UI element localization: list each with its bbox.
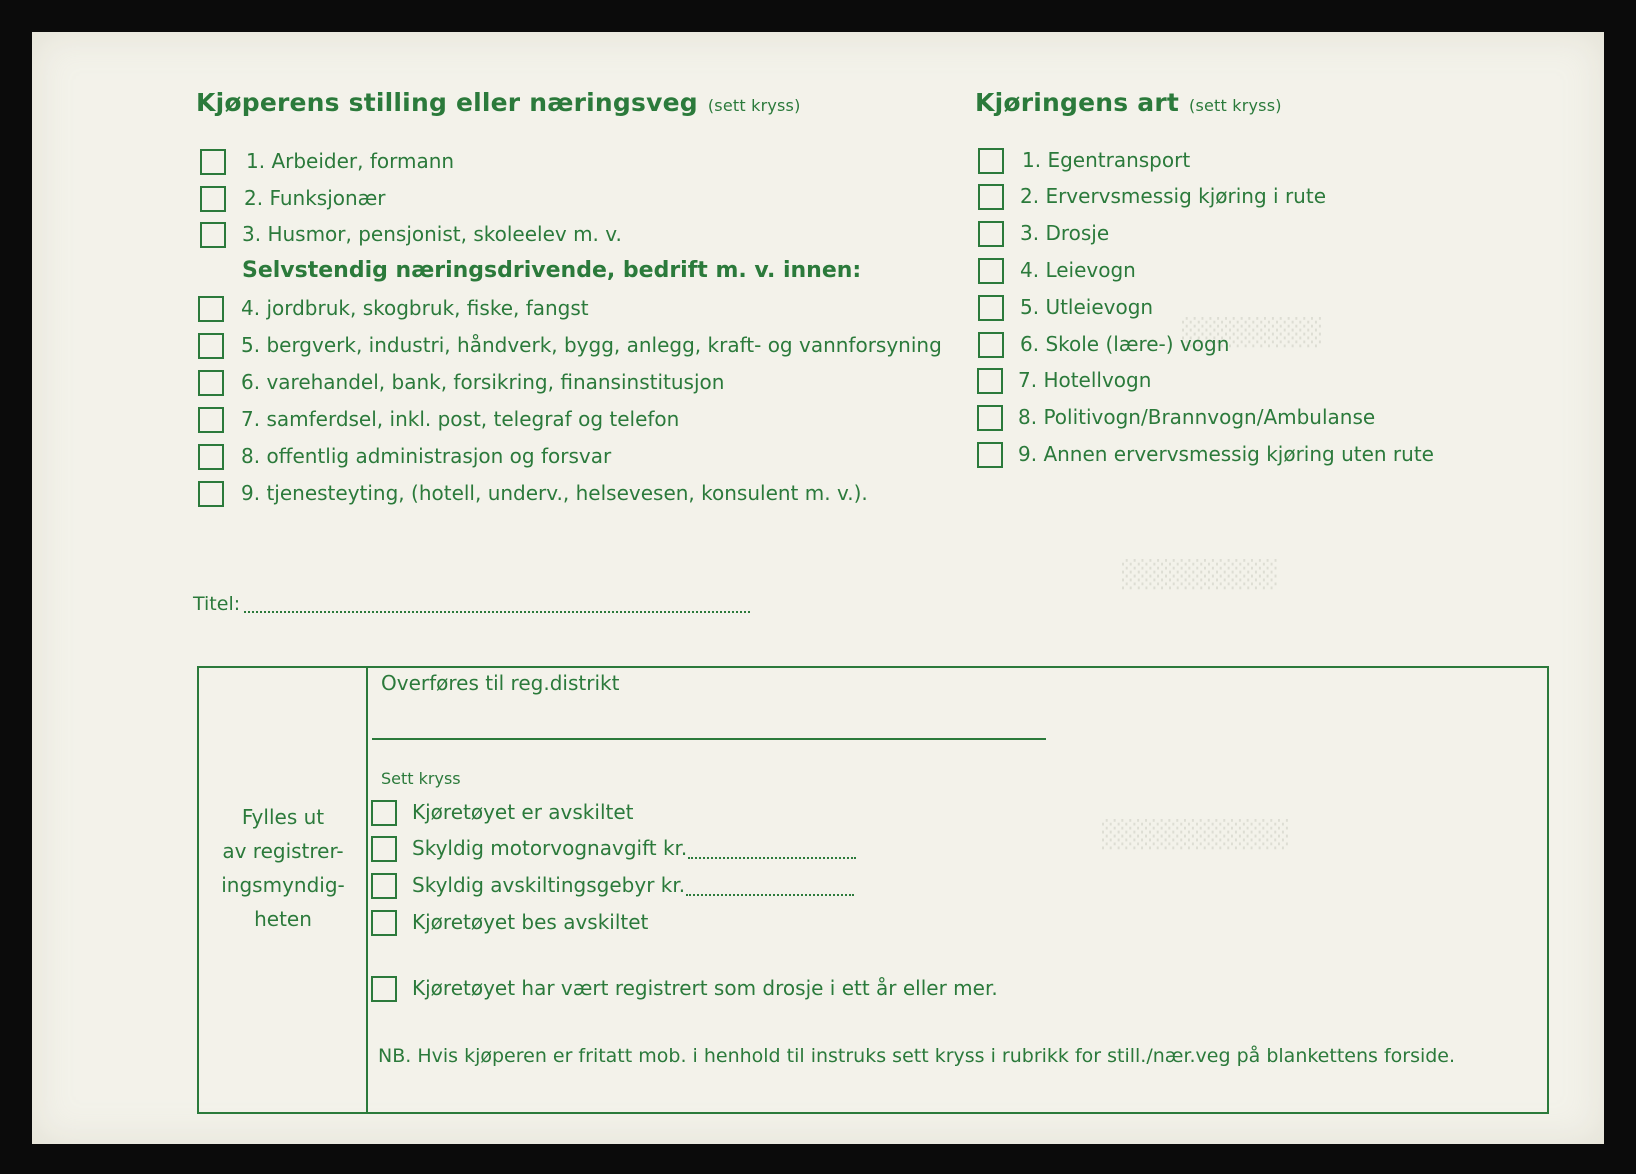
titel-label: Titel:: [193, 593, 241, 615]
side-label-line: heten: [254, 907, 312, 931]
motor-fee-amount-line[interactable]: [688, 857, 856, 859]
heading-note: (sett kryss): [707, 96, 801, 115]
titel-input-line[interactable]: [244, 611, 750, 613]
bleed-through-mark: ░░░░░░░░░░░░: [1100, 820, 1288, 850]
driving-option-5: 5. Utleievogn: [1020, 295, 1154, 319]
occupation-option-3: 3. Husmor, pensjonist, skoleelev m. v.: [242, 222, 622, 246]
driving-option-6: 6. Skole (lære-) vogn: [1020, 332, 1230, 356]
driving-checkbox-4[interactable]: [978, 258, 1004, 284]
driving-checkbox-8[interactable]: [977, 405, 1003, 431]
drosje-checkbox[interactable]: [371, 976, 397, 1002]
occupation-option-4: 4. jordbruk, skogbruk, fiske, fangst: [241, 296, 589, 320]
buyer-occupation-heading: [196, 88, 801, 117]
occupation-option-8: 8. offentlig administrasjon og forsvar: [241, 444, 612, 468]
occupation-checkbox-4[interactable]: [198, 296, 224, 322]
registry-checkbox-1[interactable]: [371, 800, 397, 826]
occupation-checkbox-1[interactable]: [200, 149, 226, 175]
drosje-check-label: Kjøretøyet har vært registrert som drosje i ett år eller mer.: [412, 976, 998, 1000]
registry-check-label-3: Skyldig avskiltingsgebyr kr.: [412, 873, 686, 897]
registry-check-label-1: Kjøretøyet er avskiltet: [412, 800, 634, 824]
occupation-option-1: 1. Arbeider, formann: [246, 149, 455, 173]
occupation-checkbox-6[interactable]: [198, 370, 224, 396]
registry-check-label-2: Skyldig motorvognavgift kr.: [412, 836, 688, 860]
occupation-checkbox-3[interactable]: [200, 222, 226, 248]
registry-side-label: [200, 800, 366, 936]
occupation-checkbox-7[interactable]: [198, 407, 224, 433]
side-label-line: Fylles ut: [241, 805, 325, 829]
occupation-option-9: 9. tjenesteyting, (hotell, underv., helsevesen, konsulent m. v.).: [241, 481, 868, 505]
driving-option-3: 3. Drosje: [1020, 221, 1110, 245]
occupation-checkbox-8[interactable]: [198, 444, 224, 470]
buyer-occupation-heading-text: Kjøperens stilling eller næringsveg: [196, 88, 698, 117]
occupation-option-6: 6. varehandel, bank, forsikring, finansinstitusjon: [241, 370, 725, 394]
driving-checkbox-7[interactable]: [977, 368, 1003, 394]
registry-box-divider: [366, 666, 368, 1114]
occupation-checkbox-5[interactable]: [198, 333, 224, 359]
occupation-option-2: 2. Funksjonær: [244, 186, 386, 210]
bleed-through-mark: ░░░░░░░░░: [1180, 318, 1321, 348]
transfer-district-input-line[interactable]: [372, 738, 1046, 740]
driving-type-heading-text: Kjøringens art: [975, 88, 1179, 117]
side-label-line: ingsmyndig-: [221, 873, 345, 897]
driving-checkbox-9[interactable]: [977, 442, 1003, 468]
nb-note: NB. Hvis kjøperen er fritatt mob. i henhold til instruks sett kryss i rubrikk for still./nær.veg på blankettens forside.: [378, 1045, 1456, 1067]
transfer-district-label: Overføres til reg.distrikt: [381, 671, 620, 695]
driving-option-7: 7. Hotellvogn: [1018, 368, 1152, 392]
sett-kryss-label: Sett kryss: [381, 769, 461, 788]
registry-checkbox-3[interactable]: [371, 873, 397, 899]
occupation-checkbox-9[interactable]: [198, 481, 224, 507]
driving-option-4: 4. Leievogn: [1020, 258, 1136, 282]
driving-checkbox-5[interactable]: [978, 295, 1004, 321]
driving-type-heading: [975, 88, 1282, 117]
driving-option-1: 1. Egentransport: [1022, 148, 1191, 172]
heading-note: (sett kryss): [1189, 96, 1282, 115]
registry-checkbox-4[interactable]: [371, 910, 397, 936]
occupation-checkbox-2[interactable]: [200, 186, 226, 212]
driving-checkbox-3[interactable]: [978, 221, 1004, 247]
self-employed-subheading: Selvstendig næringsdrivende, bedrift m. v. innen:: [242, 258, 862, 283]
driving-checkbox-1[interactable]: [978, 148, 1004, 174]
driving-checkbox-2[interactable]: [978, 184, 1004, 210]
registry-checkbox-2[interactable]: [371, 836, 397, 862]
driving-option-8: 8. Politivogn/Brannvogn/Ambulanse: [1018, 405, 1376, 429]
occupation-option-7: 7. samferdsel, inkl. post, telegraf og telefon: [241, 407, 680, 431]
registry-check-label-4: Kjøretøyet bes avskiltet: [412, 910, 649, 934]
side-label-line: av registrer-: [222, 839, 344, 863]
bleed-through-mark: ░░░░░░░░░░: [1120, 560, 1277, 590]
plate-fee-amount-line[interactable]: [686, 894, 854, 896]
driving-checkbox-6[interactable]: [978, 332, 1004, 358]
occupation-option-5: 5. bergverk, industri, håndverk, bygg, anlegg, kraft- og vannforsyning: [241, 333, 942, 357]
driving-option-9: 9. Annen ervervsmessig kjøring uten rute: [1018, 442, 1434, 466]
driving-option-2: 2. Ervervsmessig kjøring i rute: [1020, 184, 1326, 208]
